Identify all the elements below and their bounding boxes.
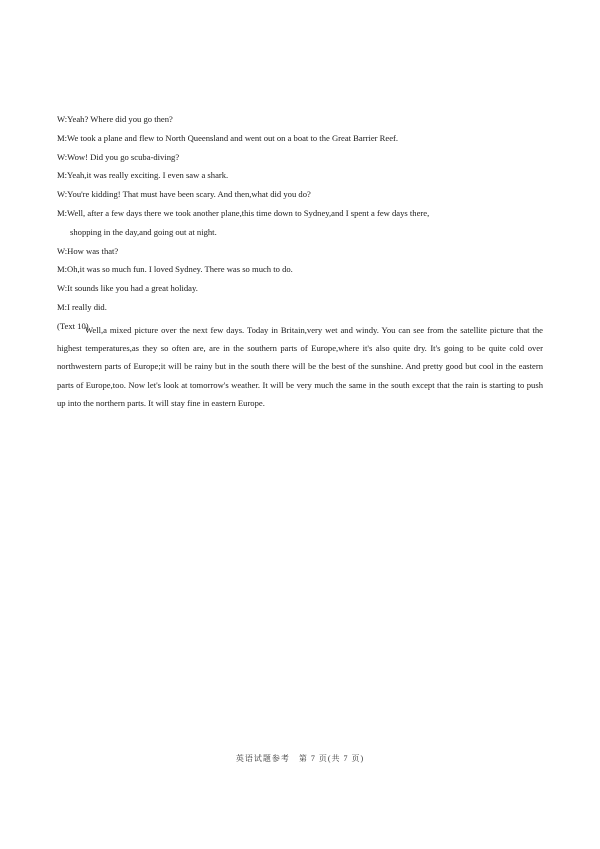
dialogue-line-text: W:Yeah? Where did you go then? [57,114,173,124]
dialogue-line-text: M:Oh,it was so much fun. I loved Sydney. There was so much to do. [57,264,293,275]
dialogue-transcript [57,110,543,336]
text-number-label: (Text 10) [57,320,89,331]
dialogue-line-continuation: shopping in the day,and going out at night. [70,226,217,237]
dialogue-line [57,242,543,261]
dialogue-line [57,129,543,148]
dialogue-line-text: M:Well, after a few days there we took another plane,this time down to Sydney,and I spent a few days there, [57,207,430,218]
dialogue-line-text: M:We took a plane and flew to North Queensland and went out on a boat to the Great Barrier Reef. [57,132,399,143]
dialogue-line [57,204,543,242]
dialogue-line-text: W:You're kidding! That must have been scary. And then,what did you do? [57,189,311,200]
dialogue-line-text: W:Wow! Did you go scuba-diving? [57,151,180,162]
dialogue-line [57,298,543,317]
dialogue-line [57,110,543,129]
dialogue-line-text: M:Yeah,it was really exciting. I even saw a shark. [57,170,229,181]
dialogue-line [57,166,543,185]
dialogue-line [57,148,543,167]
dialogue-line [57,185,543,204]
weather-passage: Well,a mixed picture over the next few days. Today in Britain,very wet and windy. You can see from the satellite picture that the highest temperatures,as they so often are, are in the southern parts of Europe,where it's also quite dry. It's going to be quite cold over northwestern parts of Europe;it will be rainy but in the south there will be the best of the sunshine. And pretty good but cool in the eastern parts of Europe,too. Now let's look at tomorrow's weather. It will be very much the same in the south except that the rain is starting to push up into the northern parts. It will stay fine in eastern Europe. [57,325,543,408]
dialogue-line-text: W:It sounds like you had a great holiday. [57,283,198,294]
dialogue-line-text: M:I really did. [57,301,107,312]
page-footer: 英语试题参考 第 7 页(共 7 页) [235,754,365,763]
dialogue-line [57,279,543,298]
dialogue-line [57,260,543,279]
dialogue-line-text: W:How was that? [57,245,119,256]
